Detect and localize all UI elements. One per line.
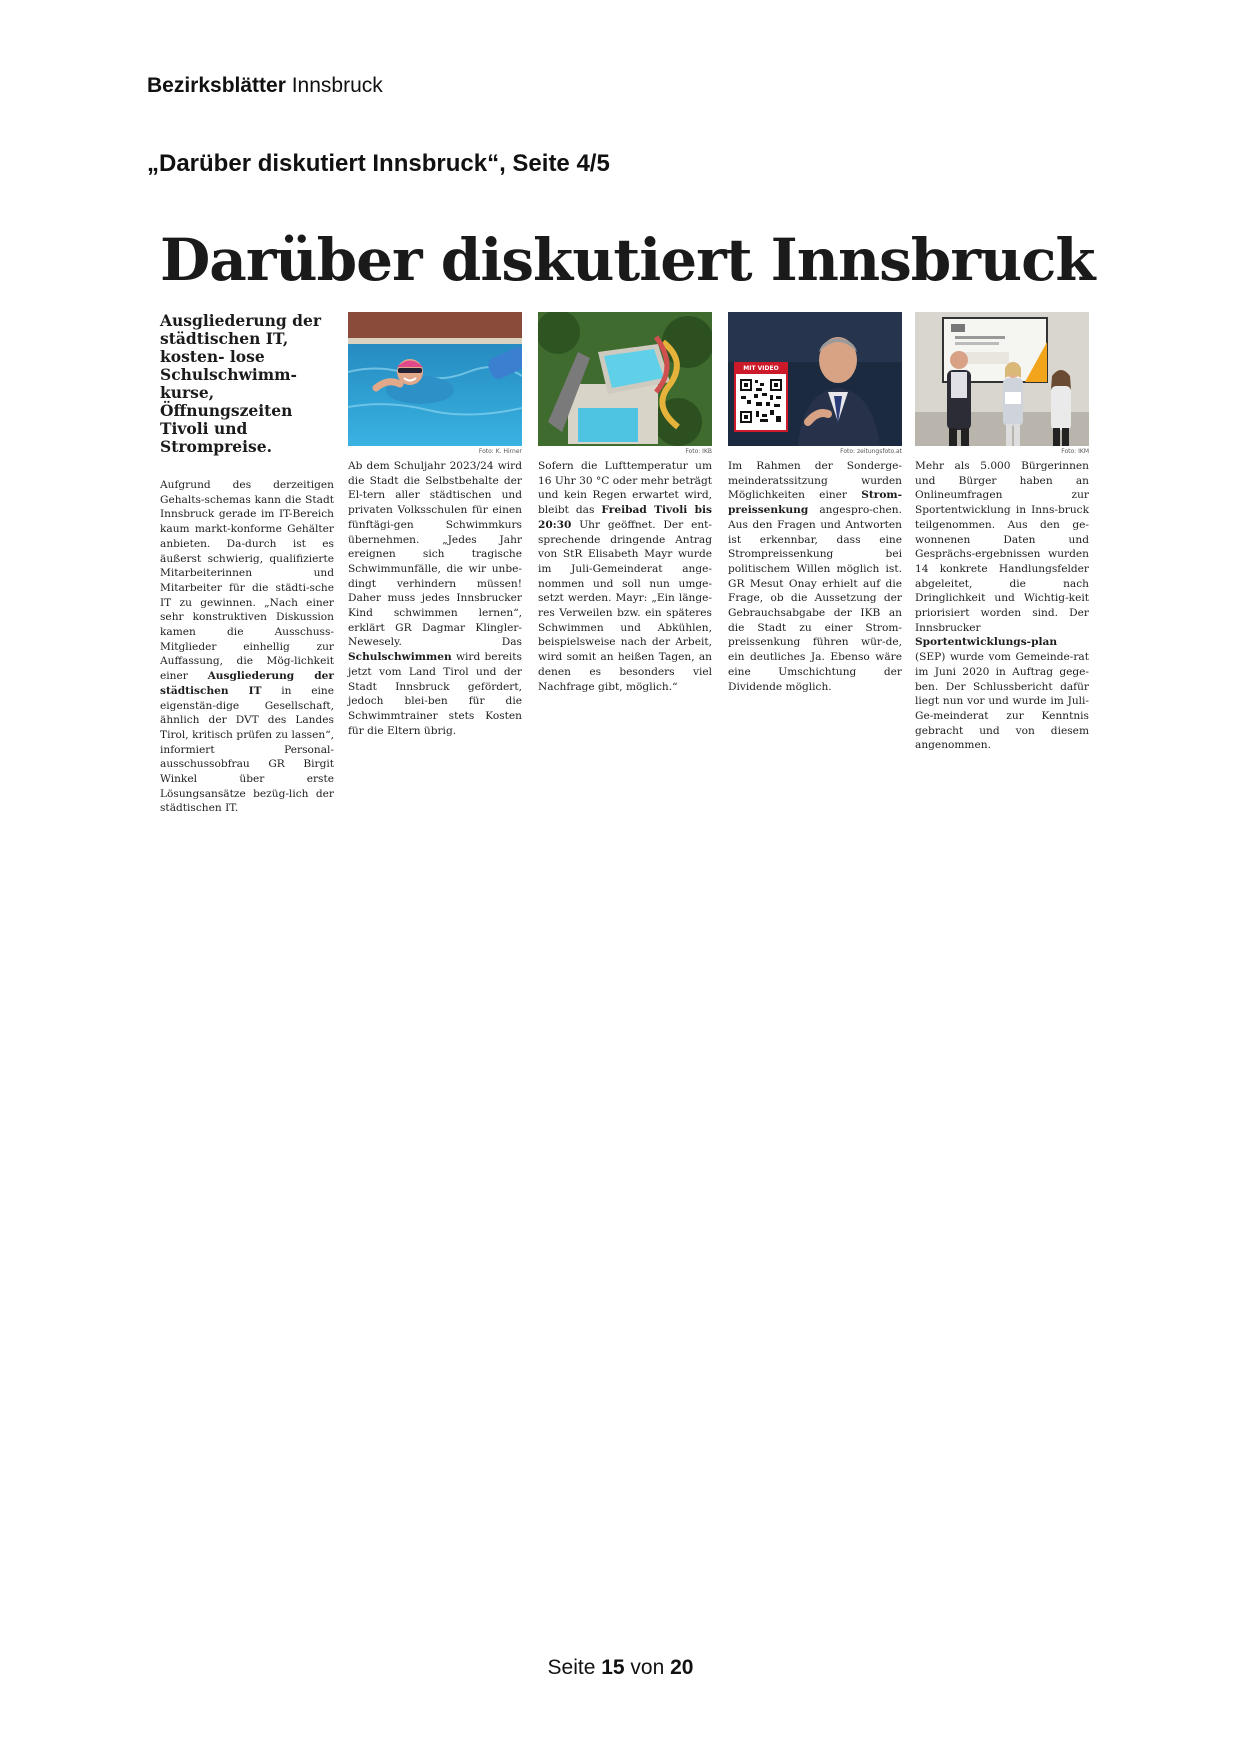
video-badge[interactable] (734, 362, 788, 432)
photo-presentation (915, 312, 1089, 446)
article-headline: Darüber diskutiert Innsbruck (160, 226, 1095, 294)
article-subhead: Ausgliederung der städtischen IT, kosten- lose Schulschwimm- kurse, Öffnungszeiten Tivoli und Strompreise. (160, 311, 322, 456)
photo-speaker (728, 312, 902, 446)
paragraph-school-swimming: Ab dem Schuljahr 2023/24 wird die Stadt die Selbstbehalte der El-tern aller städtischen und privaten Volksschulen für einen fünftägi-gen Schwimmkurs übernehmen. „Jedes Jahr ereignen sich tragische Schwimmunfälle, die wir unbe-dingt verhindern müssen! Daher muss jedes Innsbrucker Kind schwimmen lernen“, erklärt GR Dagmar Klingler-Newesely. Das Schulschwimmen wird bereits jetzt vom Land Tirol und der Stadt Innsbruck gefördert, jedoch blei-ben für die Schwimmtrainer stets Kosten für die Eltern übrig. (348, 460, 522, 737)
highlight-it-outsourcing: Ausgliederung der städtischen IT (160, 670, 335, 697)
paragraph-it-outsourcing: Aufgrund des derzeitigen Gehalts-schemas kann die Stadt Innsbruck gerade im IT-Bereich kaum markt-konforme Gehälter anbieten. Da-durch ist es äußerst schwierig, qualifizierte Mitarbeiterinnen und Mitarbeiter für die städti-sche IT zu gewinnen. „Nach einer sehr konstruktiven Diskussion kamen die Ausschuss-Mitglieder einhellig zur Auffassung, die Mög-lichkeit einer Ausgliederung der städtischen IT in eine eigenstän-dige Gesellschaft, ähnlich der DVT des Landes Tirol, kritisch prüfen zu lassen“, informiert Personal-ausschussobfrau GR Birgit Winkel über erste Lösungsansätze bezüg-lich der städtischen IT. (160, 479, 335, 815)
publication-header (147, 74, 383, 98)
article-column-it (160, 312, 334, 816)
publication-region: Innsbruck (285, 74, 383, 97)
highlight-tivoli-hours: Freibad Tivoli bis 20:30 (538, 504, 713, 531)
total-pages: 20 (670, 1656, 694, 1679)
photo-credit: Foto: IKM (1061, 448, 1089, 455)
article-column-electricity (728, 312, 902, 694)
qr-code-icon (736, 374, 786, 430)
paragraph-electricity: Im Rahmen der Sonderge-meinderatssitzung wurden Möglichkeiten einer Strom-preissenkung angespro-chen. Aus den Fragen und Antworten ist erkennbar, dass eine Strompreissenkung bei politischem Willen möglich ist. GR Mesut Onay erhielt auf die Frage, ob die Aussetzung der Gebrauchsabgabe der IKB an die Stadt zu einer Strom-preissenkung führen wür-de, ein deutliches Ja. Ebenso wäre eine Umschichtung der Dividende möglich. (728, 460, 902, 693)
paragraph-sports-plan: Mehr als 5.000 Bürgerinnen und Bürger haben an Onlineumfragen zur Sportentwicklung in Inns-bruck teilgenommen. Aus den ge-wonnenen Daten und Gesprächs-ergebnissen wurden 14 konkrete Handlungsfelder abgeleitet, die nach Dringlichkeit und Wichtig-keit priorisiert worden sind. Der Innsbrucker Sportentwicklungs-plan (SEP) wurde vom Gemeinde-rat im Juni 2020 in Auftrag gege-ben. Der Schlussbericht dafür liegt nun vor und wurde im Juli-Ge-meinderat zur Kenntnis gebracht und von diesem angenommen. (915, 460, 1089, 752)
publication-name: Bezirksblätter (147, 74, 286, 97)
article-column-sports-plan (915, 312, 1089, 753)
photo-pool-aerial (538, 312, 712, 446)
highlight-sports-plan: Sportentwicklungs-plan (915, 636, 1058, 649)
paragraph-tivoli: Sofern die Lufttemperatur um 16 Uhr 30 °C oder mehr beträgt und kein Regen erwartet wird, bleibt das Freibad Tivoli bis 20:30 Uhr geöffnet. Der ent-sprechende dringende Antrag von StR Elisabeth Mayr wurde im Juli-Gemeinderat ange-nommen und soll nun umge-setzt werden. Mayr: „Ein länge-res Verweilen bzw. ein späteres Schwimmen und Abkühlen, beispielsweise nach der Arbeit, wird somit an heißen Tagen, an denen es besonders viel Nachfrage gibt, möglich.“ (538, 460, 713, 693)
article-column-school-swimming (348, 312, 522, 738)
article-column-tivoli (538, 312, 712, 694)
article-reference: „Darüber diskutiert Innsbruck“, Seite 4/5 (147, 150, 610, 177)
highlight-electricity-price: Strom-preissenkung (728, 489, 902, 517)
video-badge-label: MIT VIDEO (736, 364, 786, 374)
current-page: 15 (601, 1656, 625, 1679)
page-number: Seite 15 von 20 (547, 1656, 694, 1679)
photo-credit: Foto: IKB (685, 448, 712, 455)
highlight-school-swimming: Schulschwimmen (348, 651, 452, 664)
photo-credit: Foto: zeitungsfoto.at (840, 448, 902, 455)
newspaper-clipping (152, 222, 1095, 815)
photo-swimmer (348, 312, 522, 446)
photo-credit: Foto: K. Hirner (478, 448, 522, 455)
